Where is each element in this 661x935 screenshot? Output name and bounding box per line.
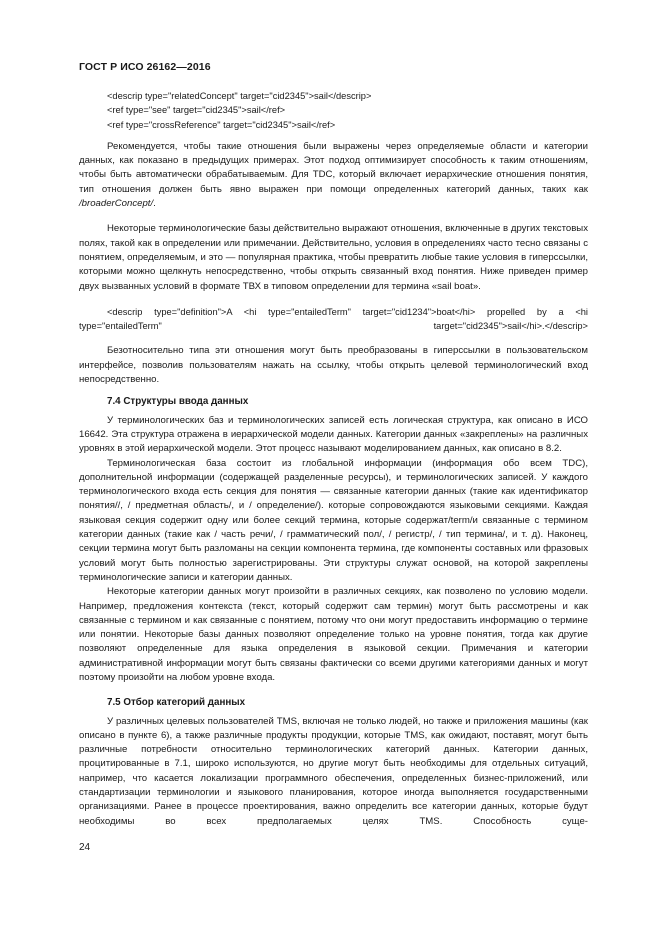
paragraph-text: Рекомендуется, чтобы такие отношения были выражены через определяемые области и категории данных, как показано в предыдущих примерах. Этот подход оптимизирует способность к таким отношениям, чтобы быть автоматически обрабатываемым. Для TDC, который включает иерархические отношения понятия, тип отношения должен быть явно выражен при помощи определенных категорий данных, таких как	[79, 140, 588, 195]
section-7-4-paragraph: У терминологических баз и терминологических записей есть логическая структура, как описано в ИСО 16642. Эта структура отражена в иерархической модели данных. Категории данных «закреплены» на различных уровнях в этой иерархической модели. Этот процесс называют моделированием данных, как описано в 8.2.	[79, 414, 588, 455]
spacer	[79, 685, 588, 696]
paragraph-hyperlinks: Безотносительно типа эти отношения могут быть преобразованы в гиперссылки в пользовательском интерфейсе, позволив пользователям нажать на ссылку, чтобы открыть целевой терминологический вход непосредственно.	[79, 345, 588, 386]
spacer	[79, 294, 588, 305]
section-7-5-paragraph: У различных целевых пользователей TMS, включая не только людей, но также и приложения машины (как описано в пункте 6), а также различные продукты продукции, которые TMS, как ожидают, поставят, могут быть различные потребности относительно терминологических категорий данных. Категории данных, процитированные в 7.1, широко используются, но другие могут быть необходимы для отдельных ситуаций, например, что касается локализации программного обеспечения, определенных бизнес-приложений, или стандартизации терминологии и языкового планирования, которое иногда выполняется государственными организациями. Ранее в процессе проектирования, важно определить все категории данных, которые будут необходимы во всех предполагаемых целях TMS. Способность суще-	[79, 715, 588, 827]
document-header: ГОСТ Р ИСО 26162—2016	[79, 61, 211, 73]
section-7-4-paragraph: Некоторые категории данных могут произойти в различных секциях, как позволено по условию модели. Например, предложения контекста (текст, который содержит сам термин) могут быть рассмотрены и как связанные с термином и как связанные с понятием, потому что они могут предоставить информацию о термине или понятии. Некоторые базы данных позволяют определение только на уровне понятия, тогда как другие позволяют определенные для языка определения в языковой секции. Примечания и категории административной информации могут быть связаны фактически со всеми другими категориями данных и могут поэтому произойти на любом уровне входа.	[79, 586, 588, 683]
spacer	[79, 333, 588, 344]
section-7-4-paragraph: Терминологическая база состоит из глобальной информации (информация обо всем TDC), дополнительной информации (содержащей разделенные ресурсы), и терминологических записей. У каждого терминологического входа есть секция для понятия — связанные категории данных (такие как идентификатор понятия//, / предметная область/, и / определение/). которые сопровождаются языковыми секциями. Каждая языковая секция содержит одну или более секций термина, которые содержат/term/и связанные с термином категории данных (такие как / часть речи/, / грамматический пол/, / регистр/, / тип термина/, и т. д). Наконец, секции термина могут быть разломаны на секции компонента термина, где компоненты составных или фразовых условий могут быть полностью зарегистрированы. Эти структуры служат основой, на которой закреплены терминологические записи и категории данных.	[79, 457, 588, 583]
code-line-ref-cross-reference: <ref type="crossReference" target="cid2345">sail</ref>	[107, 119, 336, 130]
paragraph-tail: .	[153, 198, 156, 210]
page-content	[79, 89, 588, 829]
spacer	[79, 211, 588, 222]
code-block-definition: <descrip type="definition">A <hi type="entailedTerm" target="cid1234">boat</hi> propelled by a <hi type="entailedTerm" target="cid2345">sail</hi>.</descrip>	[79, 306, 588, 332]
code-line-ref-see: <ref type="see" target="cid2345">sail</ref>	[107, 105, 286, 116]
paragraph-text-fields-relations: Некоторые терминологические базы действительно выражают отношения, включенные в других текстовых полях, такой как в определении или примечании. Действительно, условия в определениях часто тесно связаны с понятием, определяемым, и это — популярная практика, чтобы превратить любые такие условия в гиперссылки, которыми можно щелкнуть непосредственно, чтобы открыть связанный вход понятия. Ниже приведен пример двух вызванных условий в формате ТВХ в типовом определении для термина «sail boat».	[79, 223, 588, 292]
section-heading-7-4: 7.4 Структуры ввода данных	[107, 396, 249, 408]
section-heading-7-5: 7.5 Отбор категорий данных	[107, 697, 246, 709]
code-line-related-concept: <descrip type="relatedConcept" target="cid2345">sail</descrip>	[107, 91, 372, 101]
spacer	[79, 132, 588, 140]
spacer	[79, 387, 588, 395]
italic-data-category: /broaderConcept/	[79, 198, 154, 210]
page-number: 24	[79, 842, 91, 853]
paragraph-relations-recommendation	[79, 140, 588, 211]
